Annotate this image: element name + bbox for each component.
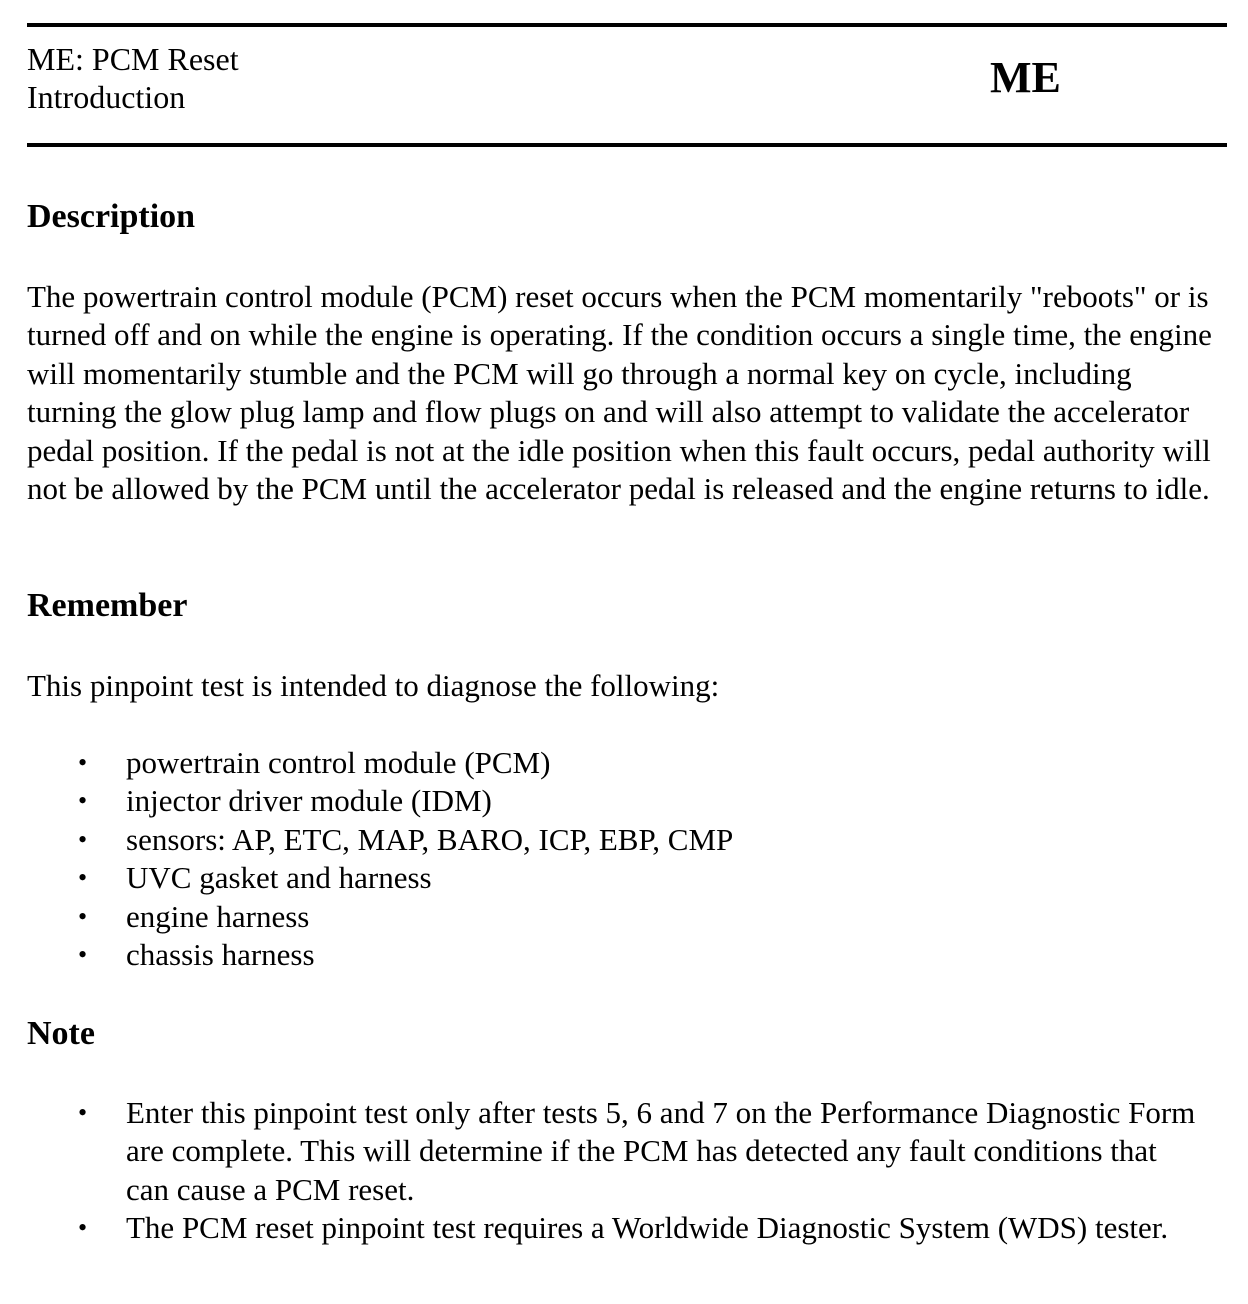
list-item xyxy=(0,859,1206,897)
list-item-text: powertrain control module (PCM) xyxy=(126,745,551,780)
header-top-rule xyxy=(27,23,1227,27)
list-item-text: UVC gasket and harness xyxy=(126,860,432,896)
header-title-line2: Introduction xyxy=(27,79,186,115)
bullet-icon: • xyxy=(78,1213,88,1243)
description-text: The powertrain control module (PCM) reset occurs when the PCM momentarily "reboots" or is turned off and on while the engine is operating. If the condition occurs a single time, the engine will momentarily stumble and the PCM will go through a normal key on cycle, including turning the glow plug lamp and flow plugs on and will also attempt to validate the accelerator pedal position. If the pedal is not at the idle position when this fault occurs, pedal authority will not be allowed by the PCM until the accelerator pedal is released and the engine returns to idle. xyxy=(27,279,1212,507)
list-item-text: injector driver module (IDM) xyxy=(126,783,492,819)
bullet-icon: • xyxy=(78,901,88,931)
note-list xyxy=(0,1094,1248,1248)
header-code: ME xyxy=(990,53,1061,102)
list-item xyxy=(0,1094,1206,1209)
remember-list xyxy=(0,744,1248,974)
note-heading: Note xyxy=(27,1015,95,1052)
description-heading: Description xyxy=(27,198,196,235)
remember-heading: Remember xyxy=(27,587,188,624)
bullet-icon: • xyxy=(78,748,88,777)
list-item xyxy=(0,744,1206,782)
remember-intro: This pinpoint test is intended to diagnose the following: xyxy=(27,668,720,703)
list-item-text: chassis harness xyxy=(126,937,315,973)
list-item-text: The PCM reset pinpoint test requires a Worldwide Diagnostic System (WDS) tester. xyxy=(126,1210,1169,1246)
list-item-text: engine harness xyxy=(126,898,310,934)
bullet-icon: • xyxy=(78,824,88,854)
list-item xyxy=(0,1209,1206,1247)
list-item-text: sensors: AP, ETC, MAP, BARO, ICP, EBP, CMP xyxy=(126,821,734,857)
header-bottom-rule xyxy=(27,143,1227,147)
header-title-block xyxy=(27,40,239,116)
list-item xyxy=(0,936,1206,974)
header-title-line1: ME: PCM Reset xyxy=(27,41,239,77)
bullet-icon: • xyxy=(78,786,88,816)
bullet-icon: • xyxy=(78,863,88,893)
list-item xyxy=(0,782,1206,820)
bullet-icon: • xyxy=(78,940,88,970)
list-item xyxy=(0,821,1206,859)
list-item xyxy=(0,898,1206,936)
bullet-icon: • xyxy=(78,1098,88,1127)
list-item-text: Enter this pinpoint test only after tests 5, 6 and 7 on the Performance Diagnostic Form are complete. This will determine if the PCM has detected any fault conditions that can cause a PCM reset. xyxy=(126,1095,1196,1207)
